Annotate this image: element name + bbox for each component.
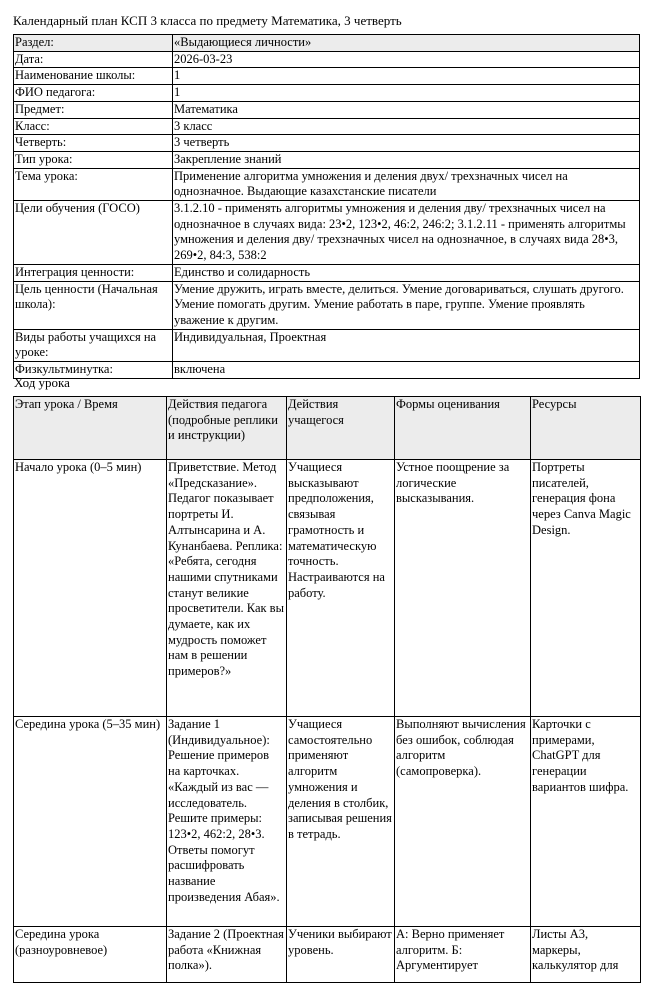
lesson-resources: Карточки с примерами, ChatGPT для генерации вариантов шифра. — [531, 717, 641, 927]
info-label: ФИО педагога: — [14, 85, 173, 102]
info-row — [14, 51, 640, 68]
header-assessment: Формы оценивания — [395, 397, 531, 460]
lesson-teacher-actions: Задание 1 (Индивидуальное): Решение примеров на карточках. «Каждый из вас — исследователь. Решите примеры: 123•2, 462:2, 28•3. Ответы помогут расшифровать название произведения Абая». — [167, 717, 287, 927]
lesson-student-actions: Учащиеся высказывают предположения, связывая грамотность и математическую точность. Настраиваются на работу. — [287, 460, 395, 717]
info-row — [14, 264, 640, 281]
info-label: Тема урока: — [14, 168, 173, 200]
info-row — [14, 201, 640, 265]
info-label: Физкультминутка: — [14, 362, 173, 379]
info-row — [14, 85, 640, 102]
lesson-assessment: А: Верно применяет алгоритм. Б: Аргументирует — [395, 927, 531, 983]
info-row — [14, 362, 640, 379]
info-row — [14, 35, 640, 52]
header-student: Действия учащегося — [287, 397, 395, 460]
lesson-row — [14, 460, 641, 717]
info-value: Математика — [173, 101, 640, 118]
info-value: 1 — [173, 85, 640, 102]
lesson-info-table — [13, 34, 640, 379]
info-label: Четверть: — [14, 135, 173, 152]
info-row — [14, 329, 640, 361]
info-value: 3.1.2.10 - применять алгоритмы умножения и деления дву/ трехзначных чисел на однозначное в случаях вида: 23•2, 123•2, 46:2, 246:2; 3.1.2.11 - применять алгоритмы умножения и деления дву/ трехзначных чисел на однозначное, в случаях вида 28•3, 269•2, 84:3, 538:2 — [173, 201, 640, 265]
info-value: Единство и солидарность — [173, 264, 640, 281]
lesson-assessment: Выполняют вычисления без ошибок, соблюдая алгоритм (самопроверка). — [395, 717, 531, 927]
info-label: Тип урока: — [14, 151, 173, 168]
info-value: 1 — [173, 68, 640, 85]
info-label: Класс: — [14, 118, 173, 135]
info-value: Умение дружить, играть вместе, делиться. Умение договариваться, слушать другого. Умение помогать другим. Умение работать в паре, группе. Умение проявлять уважение к другим. — [173, 281, 640, 329]
info-row — [14, 68, 640, 85]
info-value: «Выдающиеся личности» — [173, 35, 640, 52]
lesson-table-header — [14, 397, 641, 460]
header-stage: Этап урока / Время — [14, 397, 167, 460]
info-label: Виды работы учащихся на уроке: — [14, 329, 173, 361]
lesson-stage: Начало урока (0–5 мин) — [14, 460, 167, 717]
lesson-student-actions: Учащиеся самостоятельно применяют алгоритм умножения и деления в столбик, записывая решения в тетрадь. — [287, 717, 395, 927]
lesson-resources: Листы А3, маркеры, калькулятор для — [531, 927, 641, 983]
header-resources: Ресурсы — [531, 397, 641, 460]
lesson-plan-table — [13, 396, 641, 983]
info-row — [14, 151, 640, 168]
info-value: Применение алгоритма умножения и деления двух/ трехзначных чисел на однозначное. Выдающие казахстанские писатели — [173, 168, 640, 200]
lesson-stage: Середина урока (разноуровневое) — [14, 927, 167, 983]
lesson-student-actions: Ученики выбирают уровень. — [287, 927, 395, 983]
info-label: Раздел: — [14, 35, 173, 52]
info-label: Предмет: — [14, 101, 173, 118]
lesson-course-title: Ход урока — [14, 375, 70, 390]
lesson-row — [14, 927, 641, 983]
lesson-resources: Портреты писателей, генерация фона через Canva Magic Design. — [531, 460, 641, 717]
info-label: Наименование школы: — [14, 68, 173, 85]
header-teacher: Действия педагога (подробные реплики и инструкции) — [167, 397, 287, 460]
lesson-teacher-actions: Приветствие. Метод «Предсказание». Педагог показывает портреты И. Алтынсарина и А. Кунанбаева. Реплика: «Ребята, сегодня нашими спутниками станут великие просветители. Как вы думаете, как их мудрость поможет нам в решении примеров?» — [167, 460, 287, 717]
info-row — [14, 281, 640, 329]
info-row — [14, 118, 640, 135]
info-row — [14, 168, 640, 200]
info-label: Цели обучения (ГОСО) — [14, 201, 173, 265]
lesson-row — [14, 717, 641, 927]
info-label: Дата: — [14, 51, 173, 68]
info-label: Цель ценности (Начальная школа): — [14, 281, 173, 329]
info-value: Индивидуальная, Проектная — [173, 329, 640, 361]
info-row — [14, 101, 640, 118]
info-value: 3 четверть — [173, 135, 640, 152]
info-value: Закрепление знаний — [173, 151, 640, 168]
info-label: Интеграция ценности: — [14, 264, 173, 281]
lesson-assessment: Устное поощрение за логические высказывания. — [395, 460, 531, 717]
info-value: 2026-03-23 — [173, 51, 640, 68]
info-value: 3 класс — [173, 118, 640, 135]
info-row — [14, 135, 640, 152]
info-value: включена — [173, 362, 640, 379]
lesson-teacher-actions: Задание 2 (Проектная работа «Книжная полка»). — [167, 927, 287, 983]
document-title: Календарный план КСП 3 класса по предмету Математика, 3 четверть — [13, 13, 402, 28]
lesson-stage: Середина урока (5–35 мин) — [14, 717, 167, 927]
